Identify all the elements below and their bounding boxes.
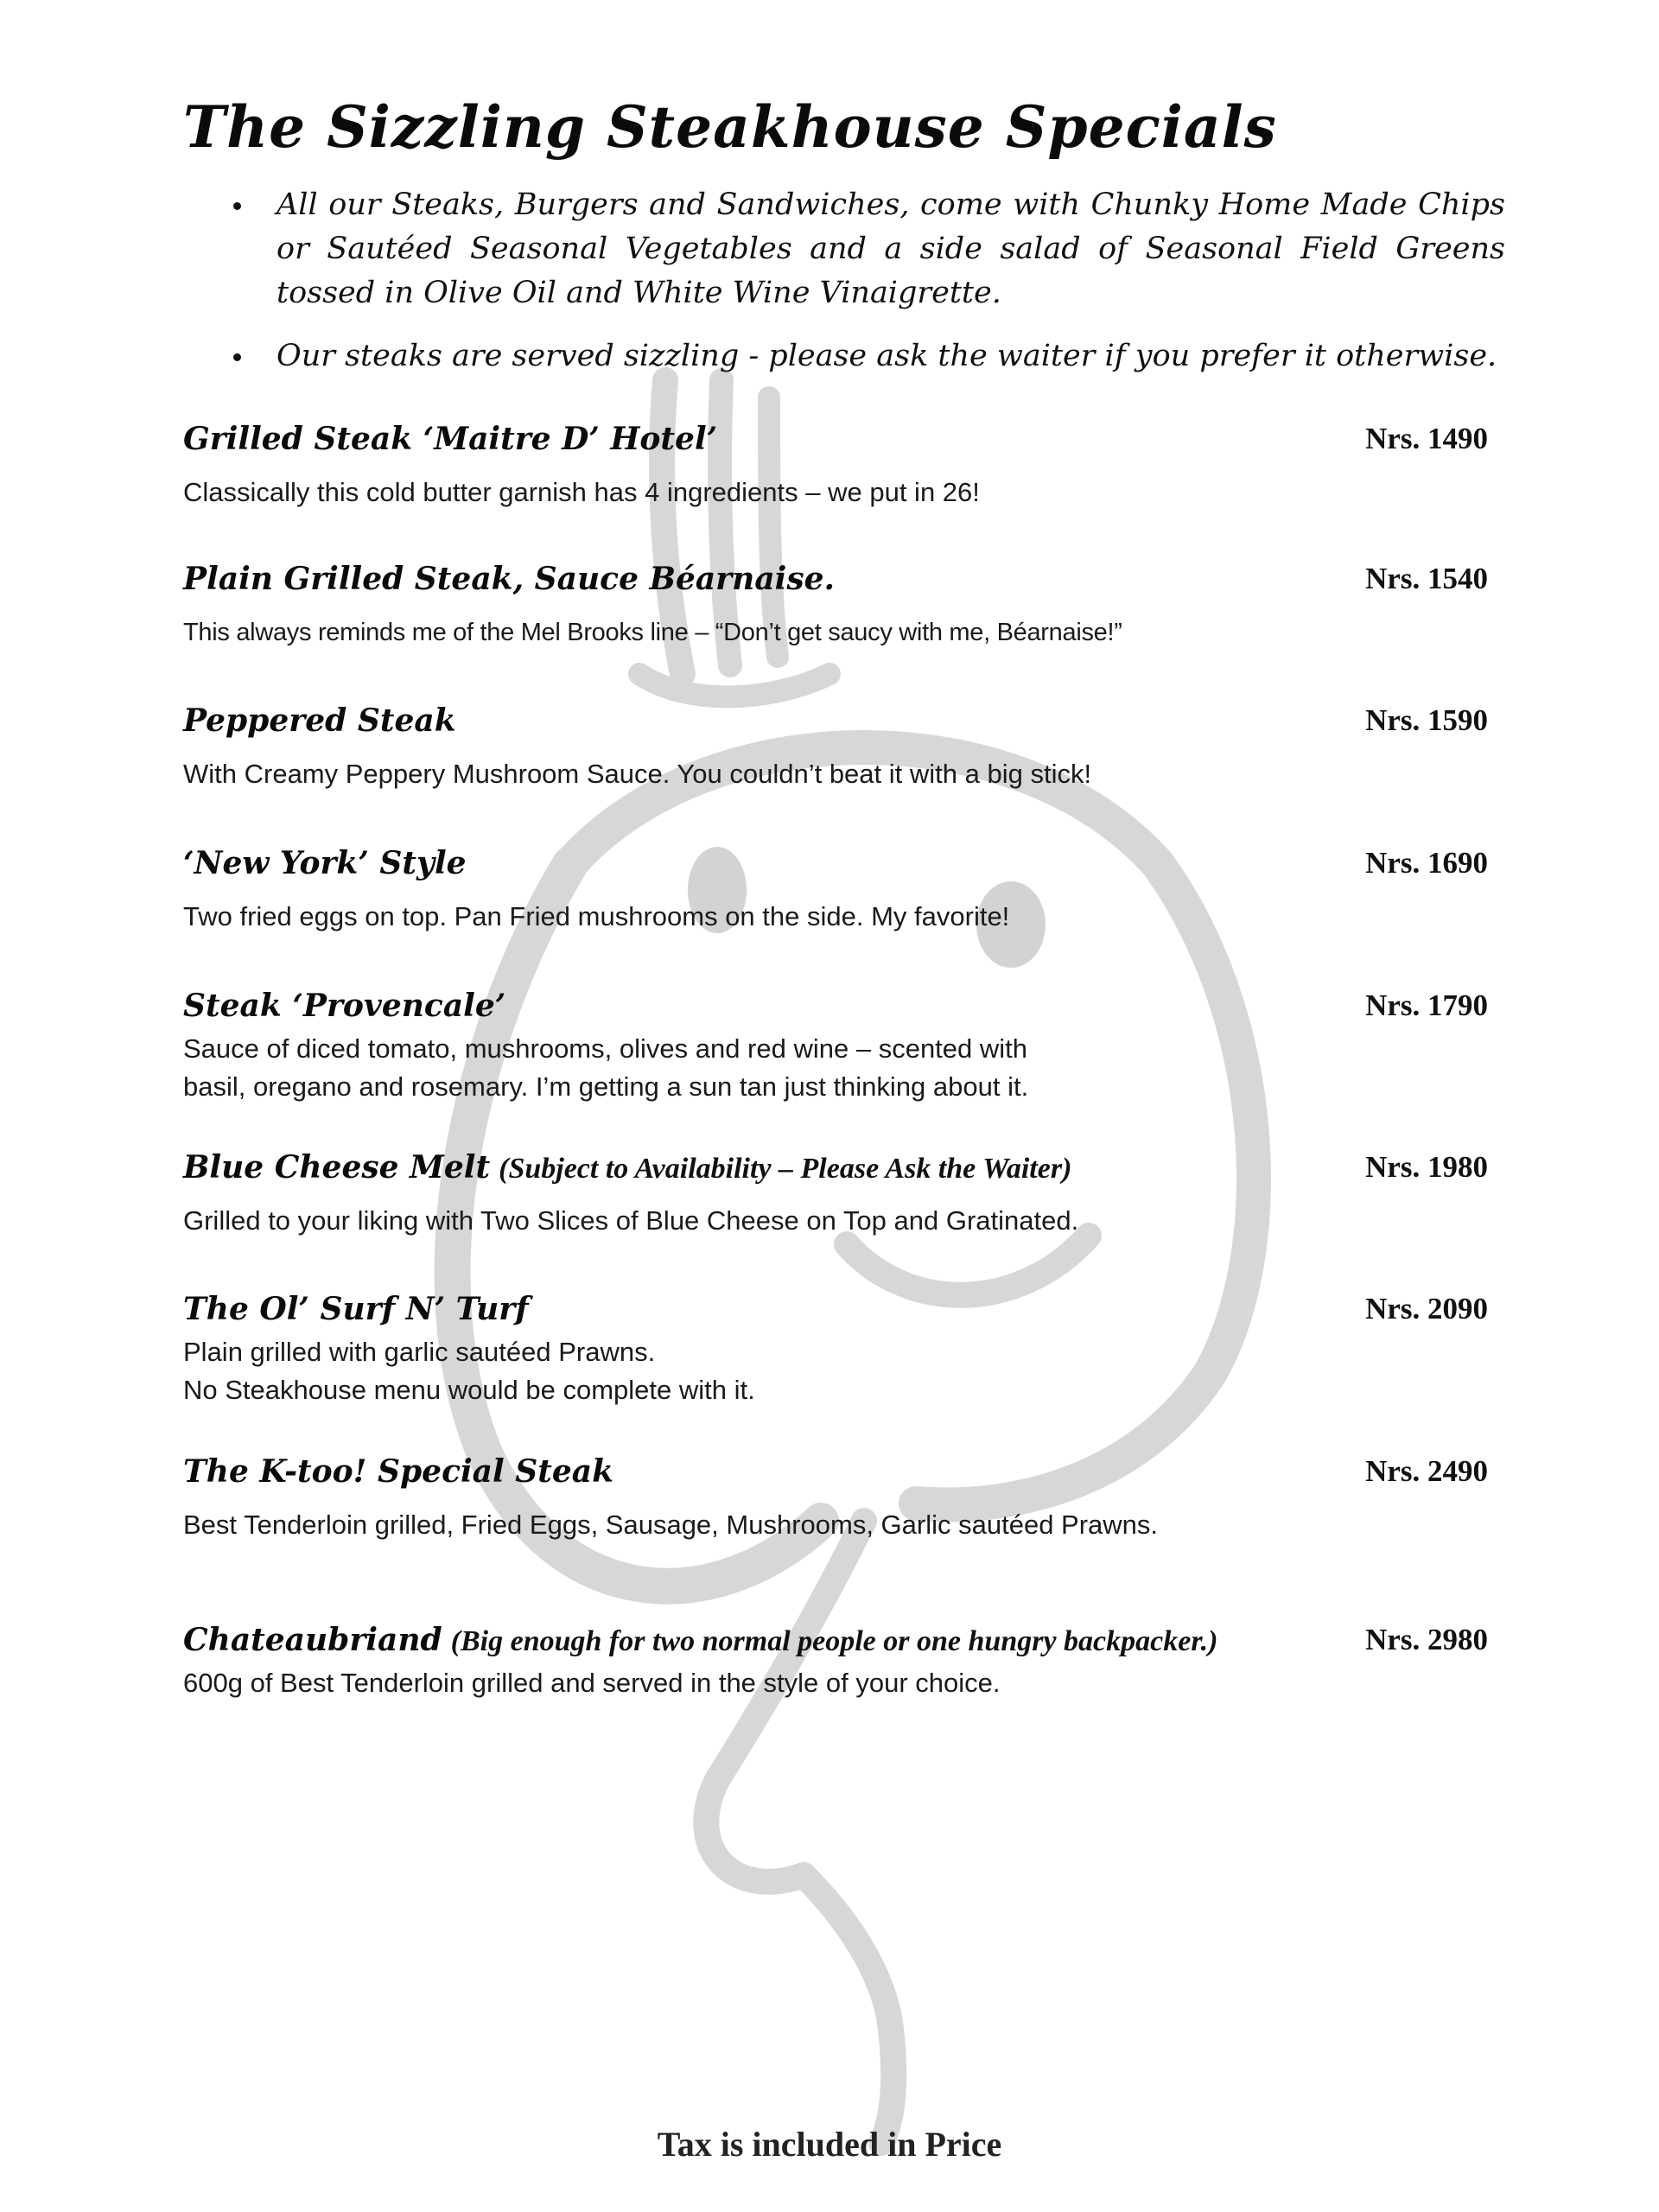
item-description: Classically this cold butter garnish has 4 ingredients – we put in 26! [183,477,980,507]
menu-item [183,1285,1488,1409]
menu-notes [226,183,1505,378]
menu-item [183,839,1488,936]
item-name: ‘New York’ Style [183,845,467,881]
item-price: Nrs. 1980 [1365,1150,1488,1184]
item-description: No Steakhouse menu would be complete with it. [183,1375,755,1405]
item-name: Blue Cheese Melt [183,1149,491,1185]
item-name: Chateaubriand [183,1622,442,1658]
item-description: Sauce of diced tomato, mushrooms, olives and red wine – scented with [183,1033,1028,1064]
item-description: This always reminds me of the Mel Brooks line – “Don’t get saucy with me, Béarnaise!” [183,619,1122,646]
item-description: With Creamy Peppery Mushroom Sauce. You couldn’t beat it with a big stick! [183,759,1092,789]
menu-note: Our steaks are served sizzling - please ask the waiter if you prefer it otherwise. [226,334,1505,378]
item-name: The Ol’ Surf N’ Turf [183,1291,529,1327]
tax-note: Tax is included in Price [657,2125,1002,2164]
item-price: Nrs. 1690 [1365,846,1488,880]
item-price: Nrs. 2490 [1365,1454,1488,1488]
item-description: Grilled to your liking with Two Slices of Blue Cheese on Top and Gratinated. [183,1205,1079,1236]
menu-item [183,1447,1488,1544]
item-note: (Big enough for two normal people or one hungry backpacker.) [450,1625,1218,1657]
item-price: Nrs. 2980 [1365,1623,1488,1656]
item-description: Plain grilled with garlic sautéed Prawns. [183,1337,656,1367]
menu-item [183,555,1488,652]
item-price: Nrs. 1590 [1365,703,1488,737]
item-name: Grilled Steak ‘Maitre D’ Hotel’ [183,421,718,457]
menu-item [183,982,1488,1106]
item-price: Nrs. 1540 [1365,562,1488,595]
item-price: Nrs. 1490 [1365,422,1488,455]
menu-item [183,1143,1488,1240]
item-note: (Subject to Availability – Please Ask the Waiter) [499,1153,1072,1185]
item-price: Nrs. 2090 [1365,1292,1488,1325]
item-name: Steak ‘Provencale’ [183,988,506,1024]
item-name: The K-too! Special Steak [183,1453,614,1490]
menu-note: All our Steaks, Burgers and Sandwiches, come with Chunky Home Made Chips or Sautéed Seasonal Vegetables and a side salad of Seasonal Field Greens tossed in Olive Oil and White Wine Vinaigrette. [226,183,1505,315]
menu-item [183,696,1488,793]
menu-item [183,415,1488,512]
item-name: Plain Grilled Steak, Sauce Béarnaise. [183,561,836,597]
menu-title: The Sizzling Steakhouse Specials [183,93,1277,161]
item-description: 600g of Best Tenderloin grilled and served in the style of your choice. [183,1668,1001,1698]
menu-item [183,1616,1488,1702]
item-name: Peppered Steak [183,702,456,739]
item-description: basil, oregano and rosemary. I’m getting a sun tan just thinking about it. [183,1071,1029,1102]
item-description: Two fried eggs on top. Pan Fried mushrooms on the side. My favorite! [183,901,1010,931]
item-price: Nrs. 1790 [1365,988,1488,1022]
item-description: Best Tenderloin grilled, Fried Eggs, Sausage, Mushrooms, Garlic sautéed Prawns. [183,1510,1159,1540]
